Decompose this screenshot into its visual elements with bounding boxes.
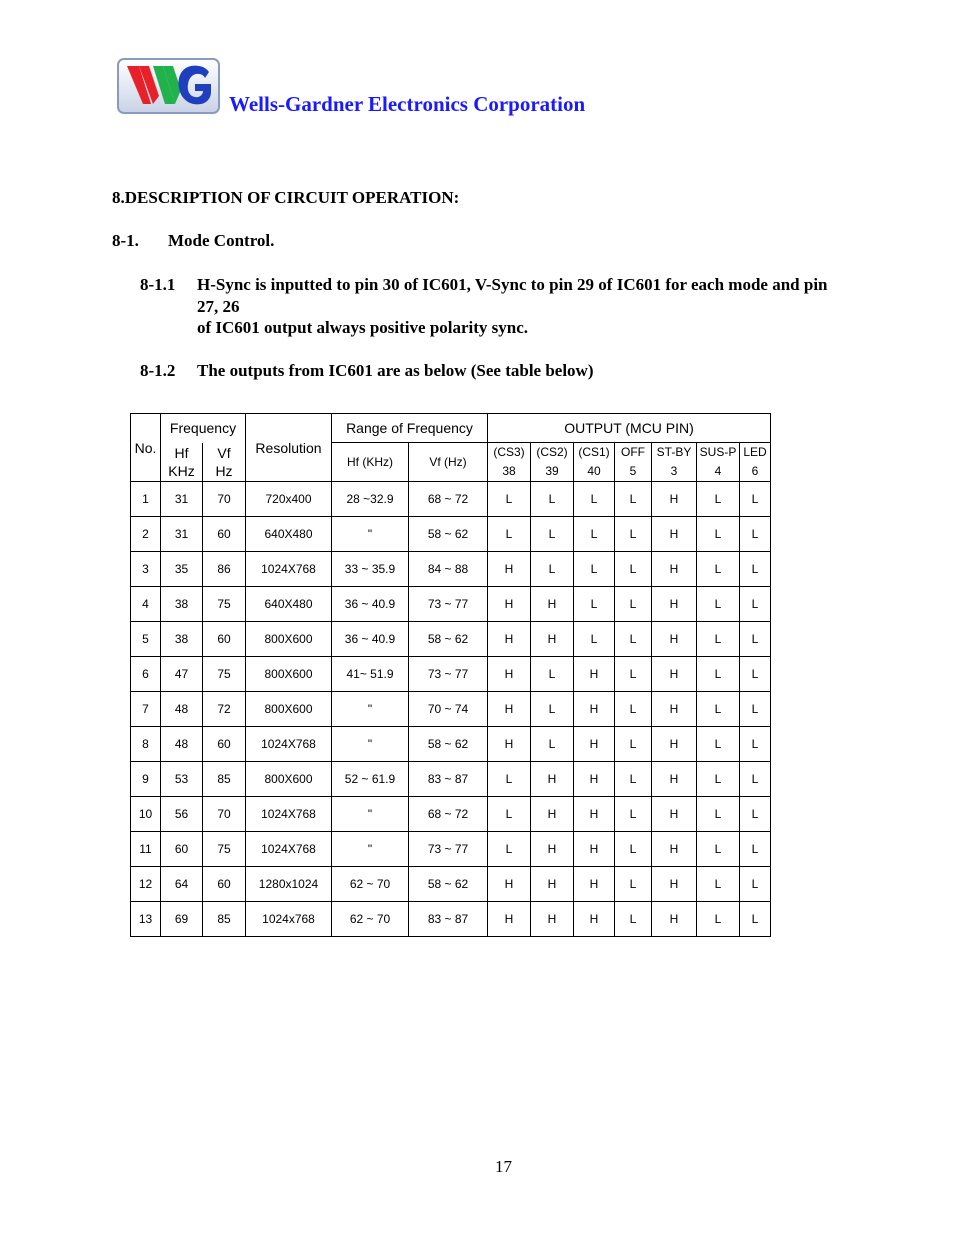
table-cell: 58 ~ 62	[409, 622, 488, 657]
table-cell: "	[332, 517, 409, 552]
table-cell: 47	[161, 657, 203, 692]
table-cell: 60	[203, 517, 246, 552]
table-cell: 9	[131, 762, 161, 797]
table-cell: L	[615, 622, 652, 657]
table-cell: 5	[131, 622, 161, 657]
table-row	[131, 902, 771, 937]
table-cell: 68 ~ 72	[409, 482, 488, 517]
table-cell: H	[531, 762, 574, 797]
table-cell: 52 ~ 61.9	[332, 762, 409, 797]
table-cell: L	[740, 797, 771, 832]
table-cell: 69	[161, 902, 203, 937]
table-cell: 86	[203, 552, 246, 587]
table-cell: L	[697, 587, 740, 622]
table-cell: L	[615, 867, 652, 902]
table-row	[131, 517, 771, 552]
table-cell: H	[652, 832, 697, 867]
table-cell: H	[488, 727, 531, 762]
table-cell: L	[531, 552, 574, 587]
header-frequency: Frequency	[161, 414, 246, 443]
table-cell: L	[615, 657, 652, 692]
table-cell: L	[488, 482, 531, 517]
table-cell: L	[740, 552, 771, 587]
header-range: Range of Frequency	[332, 414, 488, 443]
table-cell: L	[615, 482, 652, 517]
table-cell: H	[652, 482, 697, 517]
table-cell: L	[697, 727, 740, 762]
table-cell: 10	[131, 797, 161, 832]
table-cell: L	[740, 762, 771, 797]
table-cell: H	[488, 587, 531, 622]
table-cell: H	[488, 902, 531, 937]
table-cell: "	[332, 797, 409, 832]
table-cell: L	[615, 727, 652, 762]
table-cell: H	[574, 797, 615, 832]
table-cell: H	[652, 622, 697, 657]
table-cell: L	[615, 832, 652, 867]
table-cell: L	[740, 902, 771, 937]
table-cell: H	[652, 692, 697, 727]
item-text-line: 27, 26	[197, 297, 240, 316]
table-cell: H	[652, 587, 697, 622]
table-cell: 1024X768	[246, 797, 332, 832]
table-cell: L	[697, 657, 740, 692]
table-cell: 6	[131, 657, 161, 692]
table-cell: L	[531, 517, 574, 552]
table-cell: L	[740, 727, 771, 762]
table-cell: H	[652, 867, 697, 902]
header-vf: Vf Hz	[203, 443, 246, 482]
table-cell: L	[531, 482, 574, 517]
table-cell: 36 ~ 40.9	[332, 587, 409, 622]
table-cell: 85	[203, 762, 246, 797]
table-cell: H	[652, 727, 697, 762]
table-row	[131, 867, 771, 902]
table-cell: 1024X768	[246, 832, 332, 867]
table-cell: 75	[203, 832, 246, 867]
table-cell: H	[652, 552, 697, 587]
header-resolution: Resolution	[246, 414, 332, 482]
table-cell: H	[531, 832, 574, 867]
table-cell: L	[697, 622, 740, 657]
item-text-line: of IC601 output always positive polarity sync.	[197, 318, 529, 337]
table-cell: 41~ 51.9	[332, 657, 409, 692]
table-cell: L	[488, 797, 531, 832]
table-cell: H	[531, 797, 574, 832]
table-cell: H	[488, 692, 531, 727]
table-cell: 85	[203, 902, 246, 937]
table-cell: 72	[203, 692, 246, 727]
table-cell: 75	[203, 587, 246, 622]
table-cell: L	[574, 587, 615, 622]
table-row	[131, 727, 771, 762]
table-cell: H	[652, 517, 697, 552]
header-range-vf: Vf (Hz)	[409, 443, 488, 482]
table-cell: "	[332, 832, 409, 867]
table-cell: 3	[131, 552, 161, 587]
table-cell: 73 ~ 77	[409, 832, 488, 867]
header-output: OUTPUT (MCU PIN)	[488, 414, 771, 443]
item-number: 8-1.2	[140, 361, 176, 380]
table-cell: L	[615, 902, 652, 937]
table-cell: H	[574, 727, 615, 762]
table-cell: 28 ~32.9	[332, 482, 409, 517]
table-cell: L	[697, 797, 740, 832]
table-cell: 75	[203, 657, 246, 692]
table-cell: H	[574, 657, 615, 692]
table-cell: 64	[161, 867, 203, 902]
table-cell: L	[740, 692, 771, 727]
table-cell: 720x400	[246, 482, 332, 517]
table-cell: H	[531, 622, 574, 657]
table-cell: H	[652, 657, 697, 692]
table-cell: H	[574, 762, 615, 797]
table-cell: H	[574, 902, 615, 937]
table-cell: L	[615, 762, 652, 797]
table-row	[131, 552, 771, 587]
table-cell: 73 ~ 77	[409, 657, 488, 692]
table-cell: L	[697, 832, 740, 867]
header-pin: ST-BY 3	[652, 443, 697, 482]
table-cell: 58 ~ 62	[409, 867, 488, 902]
header-pin: (CS2) 39	[531, 443, 574, 482]
wg-logo-icon	[117, 58, 220, 114]
header-pin: (CS3) 38	[488, 443, 531, 482]
table-cell: L	[740, 517, 771, 552]
table-cell: H	[488, 622, 531, 657]
table-cell: L	[531, 727, 574, 762]
table-cell: 11	[131, 832, 161, 867]
table-cell: H	[652, 762, 697, 797]
table-cell: L	[531, 657, 574, 692]
table-cell: L	[574, 482, 615, 517]
table-cell: 31	[161, 517, 203, 552]
table-cell: L	[697, 867, 740, 902]
table-cell: 2	[131, 517, 161, 552]
table-row	[131, 622, 771, 657]
table-cell: 800X600	[246, 657, 332, 692]
item-number: 8-1.1	[140, 275, 176, 294]
table-cell: 60	[203, 727, 246, 762]
table-cell: H	[531, 587, 574, 622]
table-cell: 640X480	[246, 587, 332, 622]
table-cell: 31	[161, 482, 203, 517]
table-cell: L	[615, 587, 652, 622]
table-cell: 7	[131, 692, 161, 727]
table-cell: "	[332, 727, 409, 762]
table-cell: L	[488, 832, 531, 867]
table-cell: L	[531, 692, 574, 727]
table-cell: 800X600	[246, 622, 332, 657]
table-cell: 1	[131, 482, 161, 517]
table-cell: L	[740, 587, 771, 622]
table-cell: L	[615, 517, 652, 552]
table-cell: 38	[161, 587, 203, 622]
table-cell: 60	[203, 867, 246, 902]
table-row	[131, 587, 771, 622]
header-range-hf: Hf (KHz)	[332, 443, 409, 482]
table-cell: 33 ~ 35.9	[332, 552, 409, 587]
header-no: No.	[131, 414, 161, 482]
table-cell: L	[740, 657, 771, 692]
table-cell: H	[488, 657, 531, 692]
table-cell: H	[652, 902, 697, 937]
table-cell: L	[488, 517, 531, 552]
page-number: 17	[495, 1157, 512, 1176]
table-cell: H	[488, 867, 531, 902]
table-row	[131, 657, 771, 692]
table-row	[131, 482, 771, 517]
item-text-line: The outputs from IC601 are as below (See table below)	[197, 361, 594, 380]
table-cell: L	[740, 622, 771, 657]
table-cell: 48	[161, 692, 203, 727]
table-cell: 8	[131, 727, 161, 762]
table-row	[131, 832, 771, 867]
table-cell: 1024X768	[246, 727, 332, 762]
table-cell: 58 ~ 62	[409, 727, 488, 762]
table-row	[131, 797, 771, 832]
table-cell: 1024x768	[246, 902, 332, 937]
table-cell: 53	[161, 762, 203, 797]
table-cell: L	[697, 692, 740, 727]
table-cell: L	[740, 482, 771, 517]
subsection-number: 8-1.	[112, 231, 139, 250]
table-cell: L	[697, 552, 740, 587]
table-cell: 13	[131, 902, 161, 937]
table-cell: "	[332, 692, 409, 727]
table-cell: 70 ~ 74	[409, 692, 488, 727]
table-cell: L	[574, 622, 615, 657]
table-cell: 38	[161, 622, 203, 657]
table-cell: 62 ~ 70	[332, 902, 409, 937]
table-row	[131, 762, 771, 797]
table-cell: L	[574, 552, 615, 587]
table-cell: 800X600	[246, 692, 332, 727]
section-title: 8.DESCRIPTION OF CIRCUIT OPERATION:	[112, 188, 460, 207]
table-cell: 35	[161, 552, 203, 587]
table-cell: L	[697, 902, 740, 937]
table-cell: 83 ~ 87	[409, 762, 488, 797]
table-cell: L	[697, 762, 740, 797]
table-row	[131, 692, 771, 727]
table-cell: L	[615, 797, 652, 832]
table-cell: H	[652, 797, 697, 832]
item-text-line: H-Sync is inputted to pin 30 of IC601, V-Sync to pin 29 of IC601 for each mode and pin	[197, 275, 828, 294]
table-cell: 1024X768	[246, 552, 332, 587]
table-cell: 12	[131, 867, 161, 902]
table-cell: H	[488, 552, 531, 587]
table-cell: L	[740, 832, 771, 867]
table-cell: 62 ~ 70	[332, 867, 409, 902]
table-cell: 36 ~ 40.9	[332, 622, 409, 657]
table-cell: 68 ~ 72	[409, 797, 488, 832]
subsection-title: Mode Control.	[168, 231, 275, 250]
table-cell: 56	[161, 797, 203, 832]
header-pin: LED 6	[740, 443, 771, 482]
table-cell: 73 ~ 77	[409, 587, 488, 622]
header-pin: SUS-P 4	[697, 443, 740, 482]
table-cell: 70	[203, 797, 246, 832]
table-cell: 83 ~ 87	[409, 902, 488, 937]
table-cell: H	[574, 867, 615, 902]
company-name: Wells-Gardner Electronics Corporation	[229, 92, 586, 116]
table-cell: L	[615, 692, 652, 727]
table-cell: 4	[131, 587, 161, 622]
header-hf: Hf KHz	[161, 443, 203, 482]
header-pin: (CS1) 40	[574, 443, 615, 482]
table-cell: 60	[203, 622, 246, 657]
table-cell: H	[574, 692, 615, 727]
table-cell: L	[488, 762, 531, 797]
table-cell: 58 ~ 62	[409, 517, 488, 552]
table-cell: 800X600	[246, 762, 332, 797]
table-cell: 84 ~ 88	[409, 552, 488, 587]
table-cell: L	[697, 517, 740, 552]
table-cell: 640X480	[246, 517, 332, 552]
table-cell: L	[697, 482, 740, 517]
table-cell: L	[615, 552, 652, 587]
table-cell: H	[531, 902, 574, 937]
table-cell: L	[574, 517, 615, 552]
table-cell: 70	[203, 482, 246, 517]
table-cell: H	[574, 832, 615, 867]
mode-table	[130, 413, 771, 937]
table-cell: L	[740, 867, 771, 902]
table-cell: 1280x1024	[246, 867, 332, 902]
header-pin: OFF 5	[615, 443, 652, 482]
table-cell: 48	[161, 727, 203, 762]
table-cell: 60	[161, 832, 203, 867]
table-cell: H	[531, 867, 574, 902]
